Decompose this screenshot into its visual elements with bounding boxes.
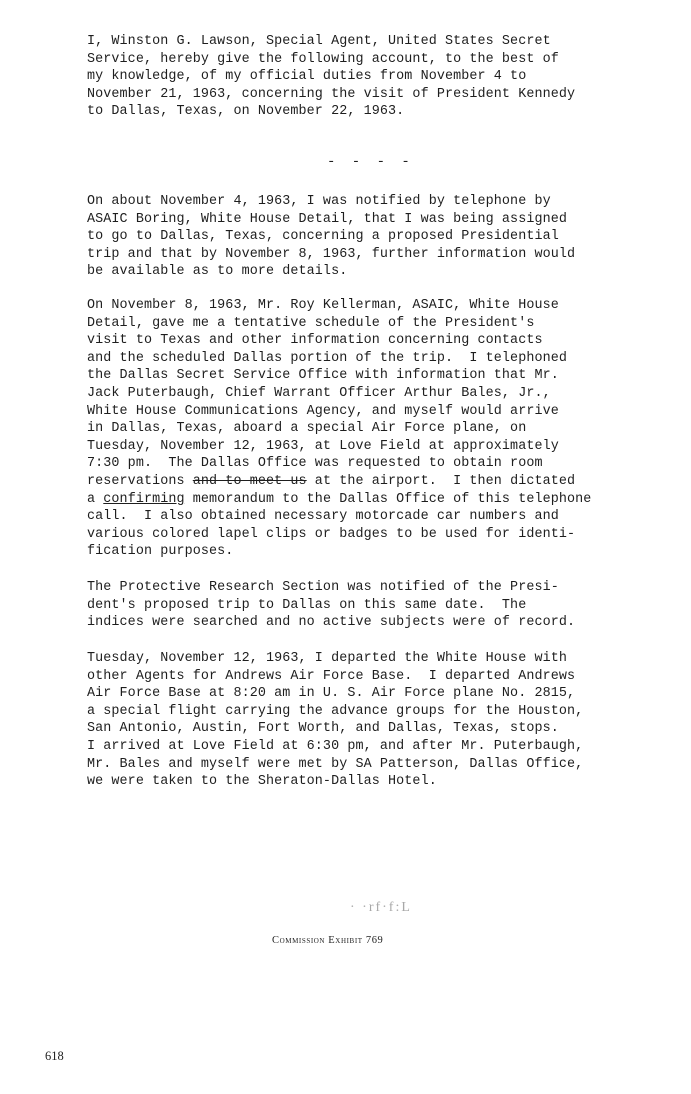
text-line: other Agents for Andrews Air Force Base. I departed Andrews	[87, 668, 576, 684]
text-segment: memorandum to the Dallas Office of this telephone	[184, 491, 592, 507]
paragraph-departure	[87, 650, 647, 791]
text-line: call. I also obtained necessary motorcade car numbers and	[87, 509, 559, 525]
text-line: Tuesday, November 12, 1963, I departed the White House with	[87, 651, 568, 666]
text-line: Detail, gave me a tentative schedule of the President's	[87, 315, 535, 331]
text-line: we were taken to the Sheraton-Dallas Hotel.	[87, 774, 437, 790]
text-line: Jack Puterbaugh, Chief Warrant Officer Arthur Bales, Jr.,	[87, 385, 551, 401]
text-line: I, Winston G. Lawson, Special Agent, United States Secret	[87, 34, 551, 49]
text-line: I arrived at Love Field at 6:30 pm, and after Mr. Puterbaugh,	[87, 738, 584, 754]
text-line: Air Force Base at 8:20 am in U. S. Air Force plane No. 2815,	[87, 686, 576, 702]
text-line: fication purposes.	[87, 544, 234, 560]
text-line: November 21, 1963, concerning the visit of President Kennedy	[87, 86, 576, 102]
text-line	[87, 491, 647, 509]
text-line: ASAIC Boring, White House Detail, that I was being assigned	[87, 211, 568, 227]
faint-stamp-mark: · ·rf·f:L	[350, 900, 412, 915]
underlined-text: confirming	[103, 491, 185, 507]
section-separator: - - - -	[327, 154, 414, 170]
text-line: The Protective Research Section was notified of the Presi-	[87, 580, 559, 595]
text-line: dent's proposed trip to Dallas on this same date. The	[87, 597, 527, 613]
text-line: be available as to more details.	[87, 264, 348, 280]
text-line	[87, 473, 647, 491]
text-line: to go to Dallas, Texas, concerning a proposed Presidential	[87, 229, 559, 245]
text-line: On November 8, 1963, Mr. Roy Kellerman, ASAIC, White House	[87, 298, 559, 313]
text-segment: at the airport. I then dictated	[306, 473, 576, 489]
paragraph-notification	[87, 193, 647, 281]
text-line: various colored lapel clips or badges to be used for identi-	[87, 526, 576, 542]
paragraph-protective-research	[87, 579, 647, 632]
text-line: San Antonio, Austin, Fort Worth, and Dallas, Texas, stops.	[87, 721, 559, 737]
text-line: On about November 4, 1963, I was notified by telephone by	[87, 194, 551, 209]
text-line: a special flight carrying the advance groups for the Houston,	[87, 703, 584, 719]
text-line: and the scheduled Dallas portion of the trip. I telephoned	[87, 350, 568, 366]
text-line: Mr. Bales and myself were met by SA Patterson, Dallas Office,	[87, 756, 584, 772]
text-segment: reservations	[87, 473, 193, 489]
text-line: Tuesday, November 12, 1963, at Love Field at approximately	[87, 438, 559, 454]
text-line: 7:30 pm. The Dallas Office was requested to obtain room	[87, 456, 543, 472]
intro-paragraph	[87, 33, 647, 121]
text-segment: a	[87, 491, 104, 507]
paragraph-schedule	[87, 297, 647, 561]
text-line: indices were searched and no active subjects were of record.	[87, 615, 576, 631]
text-line: my knowledge, of my official duties from November 4 to	[87, 69, 527, 85]
text-line: Service, hereby give the following account, to the best of	[87, 51, 559, 67]
text-line: in Dallas, Texas, aboard a special Air Force plane, on	[87, 421, 527, 437]
page-number: 618	[45, 1049, 64, 1063]
text-line: the Dallas Secret Service Office with information that Mr.	[87, 368, 559, 384]
exhibit-caption: Commission Exhibit 769	[272, 935, 384, 946]
text-line: White House Communications Agency, and myself would arrive	[87, 403, 559, 419]
text-line: to Dallas, Texas, on November 22, 1963.	[87, 104, 405, 120]
text-line: trip and that by November 8, 1963, further information would	[87, 246, 576, 262]
struck-text: and to meet us	[192, 473, 307, 489]
text-line: visit to Texas and other information concerning contacts	[87, 333, 543, 349]
